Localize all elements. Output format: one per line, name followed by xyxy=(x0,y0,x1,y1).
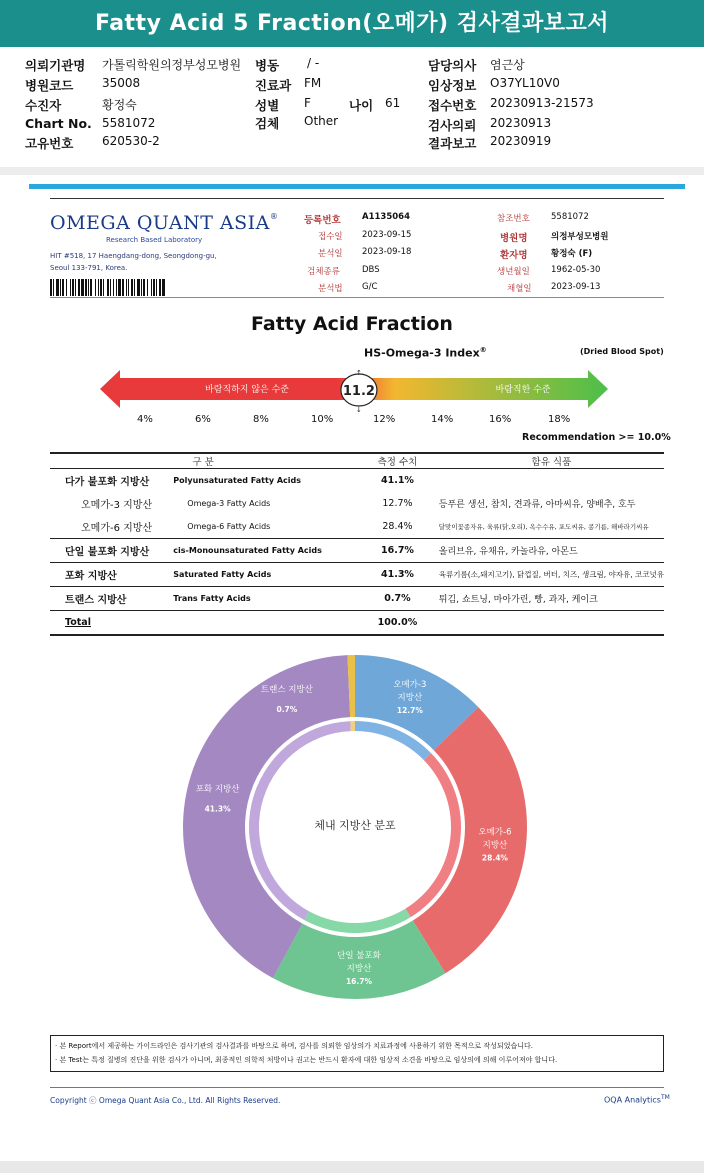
header-value: 20230913-21573 xyxy=(490,96,594,110)
divider xyxy=(50,1087,664,1088)
header-label: Chart No. xyxy=(25,116,92,131)
row-kr: 단일 불포화 지방산 xyxy=(50,539,173,563)
barcode-bar xyxy=(141,279,142,296)
index-name-text: HS-Omega-3 Index xyxy=(364,346,480,360)
header-label: 병동 xyxy=(255,58,280,73)
row-value: 41.1% xyxy=(356,469,439,493)
accent-line xyxy=(29,184,685,189)
info-value: 의정부성모병원 xyxy=(551,232,609,242)
info-value: DBS xyxy=(362,265,380,275)
header-value: O37YL10V0 xyxy=(490,76,560,90)
fatty-acid-table xyxy=(50,452,664,636)
slice-name: 오메가-6 xyxy=(478,827,512,838)
disclaimer-box xyxy=(50,1035,664,1072)
slice-value: 12.7% xyxy=(396,706,423,716)
divider xyxy=(50,297,664,298)
barcode-bar xyxy=(110,279,111,296)
row-en: Omega-3 Fatty Acids xyxy=(187,499,271,508)
barcode-bar xyxy=(85,279,87,296)
registered-mark: ® xyxy=(269,212,278,221)
lab-logo-text: OMEGA QUANT ASIA xyxy=(50,212,270,234)
total-value: 100.0% xyxy=(356,611,439,636)
index-name xyxy=(364,346,487,360)
barcode-bar xyxy=(153,279,155,296)
gauge-tick: 8% xyxy=(253,414,269,425)
slice-label-omega6 xyxy=(478,826,511,862)
page-bottom xyxy=(0,1161,704,1173)
total-spacer xyxy=(439,611,664,636)
barcode-bar xyxy=(162,279,165,296)
info-label: 분석법 xyxy=(318,284,343,294)
marker-up-arrow-icon: ↑ xyxy=(355,369,362,377)
gauge-tick: 10% xyxy=(311,414,334,425)
slice-name: 지방산 xyxy=(346,963,372,974)
barcode-bar xyxy=(122,279,124,296)
info-label: 생년월일 xyxy=(497,267,530,277)
analytics-brand xyxy=(604,1094,670,1105)
barcode-bar xyxy=(128,279,129,296)
table-row xyxy=(50,539,664,563)
omega-index-gauge xyxy=(100,366,610,416)
info-value: 황정숙 (F) xyxy=(551,249,593,259)
header-label: 임상정보 xyxy=(428,78,477,93)
info-label: 환자명 xyxy=(500,250,528,261)
info-label: 참조번호 xyxy=(497,214,530,224)
slice-value: 28.4% xyxy=(481,853,508,863)
barcode-bar xyxy=(103,279,104,296)
row-kr: 오메가-3 지방산 xyxy=(81,500,153,511)
barcode-bar xyxy=(53,279,54,296)
info-value: G/C xyxy=(362,282,378,292)
header-label: 고유번호 xyxy=(25,136,74,151)
barcode-bar xyxy=(75,279,76,296)
row-food: 달맞이꽃종자유, 육류(닭,오리), 옥수수유, 포도씨유, 콩기름, 해바라기씨유 xyxy=(438,523,649,531)
slice-name: 포화 지방산 xyxy=(195,784,240,795)
barcode-bar xyxy=(156,279,157,296)
gauge-good-label: 바람직한 수준 xyxy=(495,385,551,395)
row-value: 41.3% xyxy=(356,563,439,587)
index-name-mark: ® xyxy=(479,346,487,354)
info-label: 검체종류 xyxy=(307,267,340,277)
header-label: 나이 xyxy=(349,98,374,113)
row-food: 등푸른 생선, 참치, 견과류, 아마씨유, 양배추, 호두 xyxy=(438,500,636,510)
lab-tagline: Research Based Laboratory xyxy=(106,236,203,244)
column-header: 함유 식품 xyxy=(439,453,664,469)
chart-center-label: 체내 지방산 분포 xyxy=(314,819,396,832)
row-kr: 다가 불포화 지방산 xyxy=(50,469,173,493)
barcode-bar xyxy=(126,279,127,296)
slice-label-omega3 xyxy=(393,679,426,715)
barcode-bar xyxy=(134,279,135,296)
row-value: 16.7% xyxy=(356,539,439,563)
info-value: 1962-05-30 xyxy=(551,265,601,275)
marker-down-arrow-icon: ↓ xyxy=(355,406,362,414)
info-value: 5581072 xyxy=(551,212,589,222)
table-row xyxy=(50,492,664,515)
barcode-bar xyxy=(118,279,121,296)
gauge-tick: 6% xyxy=(195,414,211,425)
barcode-bar xyxy=(137,279,140,296)
slice-name: 지방산 xyxy=(482,840,508,851)
info-value: 2023-09-18 xyxy=(362,247,412,257)
analytics-brand-text: OQA Analytics xyxy=(604,1095,661,1105)
slice-value: 16.7% xyxy=(345,976,373,986)
barcode-bar xyxy=(131,279,133,296)
header-label: 수진자 xyxy=(25,98,62,113)
header-value: / - xyxy=(307,56,320,70)
barcode-bar xyxy=(143,279,145,296)
report-title: Fatty Acid 5 Fraction(오메가) 검사결과보고서 xyxy=(0,0,704,47)
header-value: Other xyxy=(304,114,339,128)
table-row xyxy=(50,563,664,587)
info-value: 2023-09-13 xyxy=(551,282,601,292)
fatty-acid-donut-chart xyxy=(180,652,530,1002)
slice-name: 단일 불포화 xyxy=(337,950,381,961)
row-en: Omega-6 Fatty Acids xyxy=(187,522,271,531)
barcode-bar xyxy=(62,279,64,296)
header-value: 61 xyxy=(385,96,401,110)
row-value: 0.7% xyxy=(356,587,439,611)
barcode-bar xyxy=(147,279,148,296)
barcode-bar xyxy=(72,279,74,296)
column-header: 측정 수치 xyxy=(356,453,439,469)
gauge-tick: 4% xyxy=(137,414,153,425)
header-value: 20230913 xyxy=(490,116,552,130)
row-en: Trans Fatty Acids xyxy=(173,587,356,611)
info-label: 접수일 xyxy=(318,232,343,242)
slice-name: 오메가-3 xyxy=(393,680,427,691)
recommendation: Recommendation >= 10.0% xyxy=(522,432,671,443)
info-label: 병원명 xyxy=(500,233,528,244)
header-label: 병원코드 xyxy=(25,78,74,93)
barcode-bar xyxy=(90,279,92,296)
lab-address-line1: HIT #518, 17 Haengdang-dong, Seongdong-gu, xyxy=(50,252,217,260)
section-title: Fatty Acid Fraction xyxy=(251,313,453,335)
header-value: 가톨릭학원의정부성모병원 xyxy=(102,58,242,72)
header-label: 진료과 xyxy=(255,78,292,93)
gauge-tick: 16% xyxy=(489,414,512,425)
trademark: TM xyxy=(660,1094,670,1101)
slice-name: 트랜스 지방산 xyxy=(260,685,313,696)
row-food: 튀김, 쇼트닝, 마아가린, 빵, 과자, 케이크 xyxy=(439,587,664,611)
gauge-value: 11.2 xyxy=(342,384,375,399)
gauge-bad-label: 바람직하지 않은 수준 xyxy=(205,385,289,395)
barcode-bar xyxy=(98,279,99,296)
table-row xyxy=(50,469,664,493)
info-label: 분석일 xyxy=(318,249,343,259)
gauge-tick: 12% xyxy=(373,414,396,425)
row-kr: 오메가-6 지방산 xyxy=(81,523,153,534)
barcode-bar xyxy=(66,279,67,296)
copyright: Copyright ⓒ Omega Quant Asia Co., Ltd. All Rights Reserved. xyxy=(50,1096,281,1105)
barcode-bar xyxy=(100,279,102,296)
table-total-row xyxy=(50,611,664,636)
header-value: 35008 xyxy=(102,76,141,90)
separator xyxy=(0,167,704,175)
slice-value: 0.7% xyxy=(276,705,298,715)
header-label: 검사의뢰 xyxy=(428,118,477,133)
barcode-bar xyxy=(151,279,152,296)
info-label: 채혈일 xyxy=(507,284,532,294)
disclaimer-line: · 본 Report에서 제공하는 가이드라인은 검사기관의 검사결과를 바탕으로 하며, 검사를 의뢰한 임상의가 치료과정에 사용하기 위한 목적으로 작성되었습니다. xyxy=(55,1042,533,1050)
slice-saturated xyxy=(183,655,350,978)
header-value: 620530-2 xyxy=(102,134,160,148)
table-row xyxy=(50,587,664,611)
header-label: 담당의사 xyxy=(428,58,477,73)
header-value: FM xyxy=(304,76,322,90)
slice-name: 지방산 xyxy=(397,693,423,704)
row-food: 육류기름(소,돼지고기), 닭껍질, 버터, 치즈, 생크림, 야자유, 코코넛유 xyxy=(439,563,664,587)
row-food: 올리브유, 유채유, 카놀라유, 아몬드 xyxy=(439,539,664,563)
total-spacer xyxy=(173,611,356,636)
barcode-bar xyxy=(56,279,59,296)
lab-address-line2: Seoul 133-791, Korea. xyxy=(50,264,128,272)
barcode-icon xyxy=(50,279,166,296)
barcode-bar xyxy=(81,279,84,296)
info-value: 2023-09-15 xyxy=(362,230,412,240)
gauge-tick: 18% xyxy=(548,414,571,425)
divider xyxy=(50,198,664,199)
barcode-bar xyxy=(70,279,71,296)
barcode-bar xyxy=(88,279,89,296)
barcode-bar xyxy=(107,279,109,296)
header-value: 20230919 xyxy=(490,134,552,148)
header-label: 결과보고 xyxy=(428,136,477,151)
lab-logo xyxy=(50,212,278,234)
info-label: 등록번호 xyxy=(304,215,341,226)
slice-value: 41.3% xyxy=(204,804,231,814)
row-en: cis-Monounsaturated Fatty Acids xyxy=(173,539,356,563)
inner-slice-mono xyxy=(304,909,410,933)
row-value: 12.7% xyxy=(382,498,413,509)
header-label: 검체 xyxy=(255,116,280,131)
slice-omega6 xyxy=(413,707,527,973)
row-value: 28.4% xyxy=(382,521,413,532)
header-value: 염근상 xyxy=(490,58,525,72)
barcode-bar xyxy=(113,279,114,296)
info-value: A1135064 xyxy=(362,212,410,222)
header-label: 성별 xyxy=(255,98,280,113)
row-kr: 포화 지방산 xyxy=(50,563,173,587)
gauge-tick: 14% xyxy=(431,414,454,425)
header-label: 의뢰기관명 xyxy=(25,58,86,73)
column-header: 구 분 xyxy=(50,453,356,469)
header-value: F xyxy=(304,96,311,110)
barcode-bar xyxy=(78,279,80,296)
gauge-marker xyxy=(341,369,377,414)
row-en: Saturated Fatty Acids xyxy=(173,563,356,587)
total-label: Total xyxy=(50,611,173,636)
row-en: Polyunsaturated Fatty Acids xyxy=(173,469,356,493)
table-row xyxy=(50,515,664,539)
row-kr: 트랜스 지방산 xyxy=(50,587,173,611)
barcode-bar xyxy=(50,279,52,296)
barcode-bar xyxy=(116,279,117,296)
header-label: 접수번호 xyxy=(428,98,477,113)
barcode-bar xyxy=(159,279,161,296)
barcode-bar xyxy=(60,279,61,296)
header-value: 5581072 xyxy=(102,116,156,130)
inner-slice-trans xyxy=(350,721,355,731)
row-food xyxy=(439,469,664,493)
header-value: 황정숙 xyxy=(102,98,137,112)
patient-header xyxy=(0,47,704,168)
sample-type-note: (Dried Blood Spot) xyxy=(580,347,664,356)
barcode-bar xyxy=(95,279,96,296)
disclaimer-line: · 본 Test는 특정 질병의 진단을 위한 검사가 아니며, 최종적인 의학적 처방이나 권고는 반드시 환자에 대한 임상적 소견을 바탕으로 임상의에 의해 이루어져야 합니다. xyxy=(55,1056,558,1064)
table-header-row xyxy=(50,453,664,469)
